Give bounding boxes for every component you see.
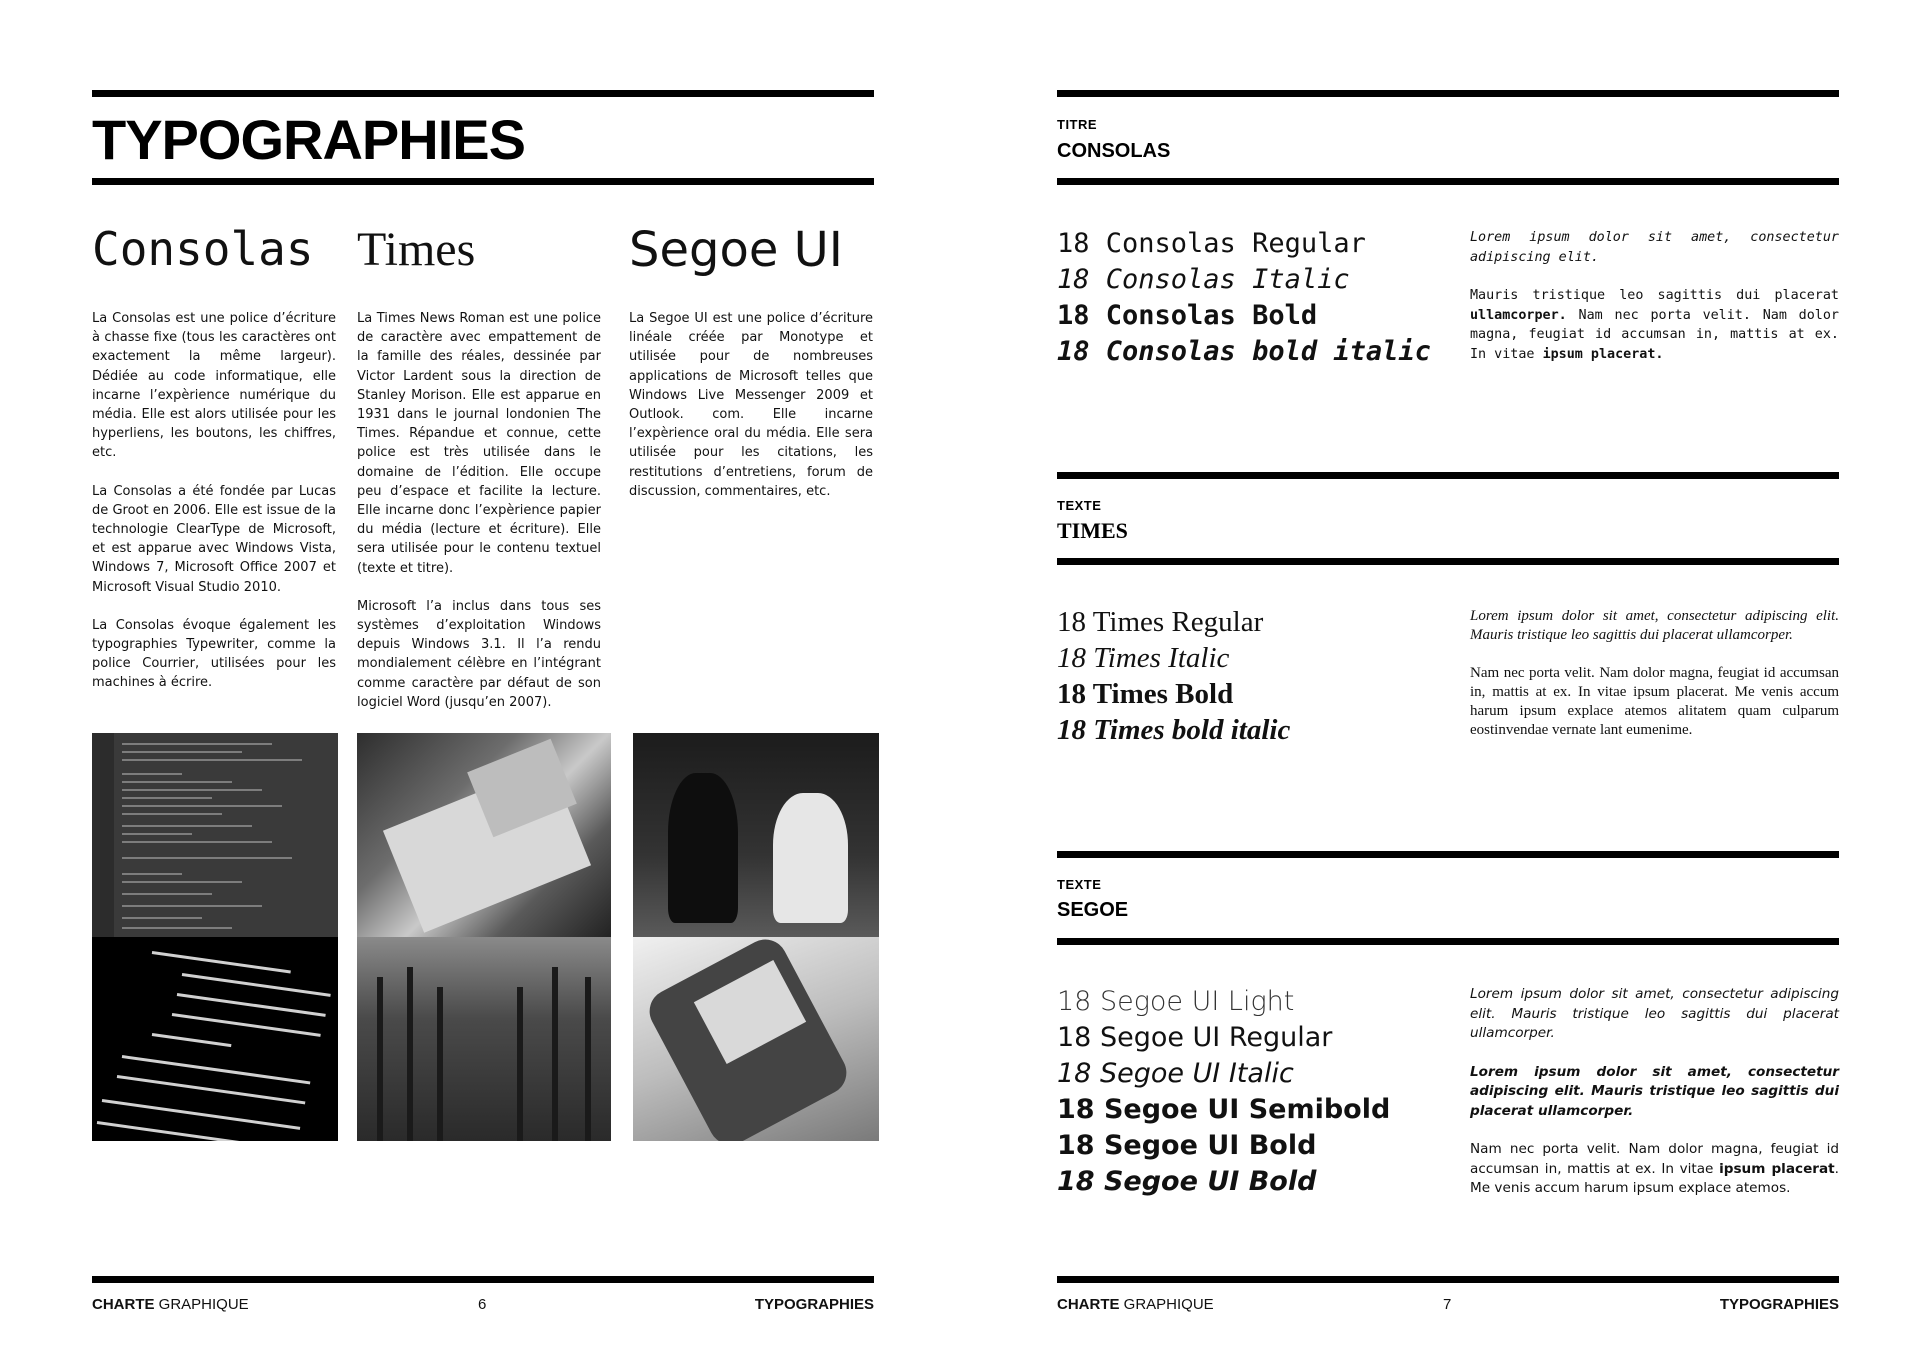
paragraph: La Times News Roman est une police de caractère avec empattement de la famille des réales, dessinée par Victor Lardent sous la direction de Stanley Morison. Elle est apparue en 1931 dans le journal londonien The Times. Répandue et connue, cette police est très utilisée dans le domaine de l’édition. Elle occupe peu d’espace et facilite la lecture. Elle incarne donc l’expèrience papier du média (lecture et écriture). Elle sera utilisée pour le contenu textuel (texte et titre). (357, 311, 601, 576)
code-editor-photo (92, 733, 338, 937)
column-title-times: Times (357, 223, 476, 276)
font-samples-segoe (1057, 984, 1390, 1200)
paragraph: La Consolas est une police d’écriture à chasse fixe (tous les caractères ont exactement la même largeur). Dédiée au code informatique, elle incarne l’expèrience numérique du média. Elle est alors utilisée pour les hyperliens, les boutons, les chiffres, etc. (92, 311, 336, 461)
page-number: 6 (478, 1296, 487, 1313)
section-rule (1057, 851, 1839, 858)
section-name: TIMES (1057, 518, 1128, 543)
person-shape (668, 773, 738, 923)
sample-regular: 18 Segoe UI Regular (1057, 1022, 1333, 1053)
section-name: SEGOE (1057, 899, 1129, 921)
lorem-paragraph: Lorem ipsum dolor sit amet, consectetur adipiscing elit. Mauris tristique leo sagittis dui placerat ullamcorper. (1470, 986, 1839, 1041)
paragraph: Microsoft l’a inclus dans tous ses systèmes d’exploitation Windows depuis Windows 3.1. Il l’a rendu mondialement célèbre en l’intégrant comme caractère par défaut de son logiciel Word (jusqu’en 2007). (357, 598, 601, 710)
section-rule (1057, 90, 1839, 97)
page-number: 7 (1443, 1296, 1452, 1313)
section-name: CONSOLAS (1057, 140, 1171, 162)
lorem-paragraph: Nam nec porta velit. Nam dolor magna, feugiat id accumsan in, mattis at ex. In vitae ipsum placerat. Me venis accum harum ipsum explace atemos. (1470, 1141, 1839, 1196)
sample-light: 18 Segoe UI Light (1057, 986, 1295, 1017)
sample-regular: 18 Times Regular (1057, 606, 1264, 638)
person-shape (773, 793, 848, 923)
lorem-paragraph: Lorem ipsum dolor sit amet, consectetur adipiscing elit. Mauris tristique leo sagittis dui placerat ullamcorper. (1470, 1063, 1839, 1119)
lorem-paragraph: Nam nec porta velit. Nam dolor magna, feugiat id accumsan in, mattis at ex. In vitae ipsum placerat. Me venis accum harum ipsum explace atemos alitatem quam culparum eostinvendae vernate lant eumenime. (1470, 665, 1839, 738)
paragraph: La Segoe UI est une police d’écriture linéale créée par Monotype et utilisée pour de nombreuses applications de Microsoft telles que Windows Live Messenger 2009 et Outlook. com. Elle incarne l’expèrience oral du média. Elle sera utilisée pour les citations, les restitutions d’entretiens, forum de discussion, commentaires, etc. (629, 311, 873, 499)
column-title-consolas: Consolas (92, 222, 314, 276)
section-label: TEXTE (1057, 498, 1102, 513)
sample-bold-italic: 18 Segoe UI Bold (1057, 1166, 1317, 1197)
page-title: TYPOGRAPHIES (92, 108, 525, 171)
lorem-consolas (1470, 228, 1839, 383)
footer-brand: CHARTE GRAPHIQUE (92, 1296, 249, 1313)
sample-bold-italic: 18 Consolas bold italic (1057, 336, 1431, 367)
sample-italic: 18 Segoe UI Italic (1057, 1058, 1294, 1089)
segoe-description (629, 309, 873, 520)
paragraph: La Consolas a été fondée par Lucas de Groot en 2006. Elle est issue de la technologie ClearType de Microsoft, et est apparue avec Windows Vista, Windows 7, Microsoft Office 2007 et Microsoft Visual Studio 2010. (92, 483, 336, 595)
lorem-paragraph: Lorem ipsum dolor sit amet, consectetur adipiscing elit. Mauris tristique leo sagittis dui placerat ullamcorper. (1470, 608, 1839, 643)
section-label: TEXTE (1057, 877, 1102, 892)
sample-bold: 18 Consolas Bold (1057, 300, 1318, 331)
sample-italic: 18 Consolas Italic (1057, 264, 1350, 295)
times-description (357, 309, 601, 731)
footer-rule (1057, 1276, 1839, 1283)
footer-section: TYPOGRAPHIES (754, 1296, 874, 1313)
sample-bold: 18 Times Bold (1057, 678, 1234, 710)
library-photo (357, 937, 611, 1141)
top-rule (92, 90, 874, 97)
section-rule (1057, 558, 1839, 565)
section-rule (1057, 472, 1839, 479)
column-title-segoe: Segoe UI (629, 222, 843, 278)
footer-rule (92, 1276, 874, 1283)
section-rule (1057, 938, 1839, 945)
section-label: TITRE (1057, 117, 1098, 132)
title-rule (92, 178, 874, 185)
font-samples-consolas (1057, 226, 1431, 370)
font-samples-times (1057, 604, 1290, 748)
sample-bold-italic: 18 Times bold italic (1057, 714, 1291, 746)
footer-section: TYPOGRAPHIES (1719, 1296, 1839, 1313)
conference-photo (633, 733, 879, 937)
sample-semibold: 18 Segoe UI Semibold (1057, 1094, 1391, 1125)
lorem-paragraph: Lorem ipsum dolor sit amet, consectetur adipiscing elit. (1470, 230, 1839, 265)
code-gutter (92, 733, 114, 937)
smartphone-photo (633, 937, 879, 1141)
lorem-times (1470, 607, 1839, 759)
section-rule (1057, 178, 1839, 185)
sample-bold: 18 Segoe UI Bold (1057, 1130, 1317, 1161)
lorem-paragraph: Mauris tristique leo sagittis dui placerat ullamcorper. Nam nec porta velit. Nam dolor magna, feugiat id accumsan in, mattis at ex. In vitae ipsum placerat. (1470, 288, 1839, 362)
source-code-photo (92, 937, 338, 1141)
consolas-description (92, 309, 336, 712)
paragraph: La Consolas évoque également les typographies Typewriter, comme la police Courrier, utilisées pour les machines à écrire. (92, 617, 336, 691)
footer-brand: CHARTE GRAPHIQUE (1057, 1296, 1214, 1313)
newspaper-photo (357, 733, 611, 937)
lorem-segoe (1470, 985, 1839, 1218)
sample-regular: 18 Consolas Regular (1057, 228, 1366, 259)
sample-italic: 18 Times Italic (1057, 642, 1230, 674)
